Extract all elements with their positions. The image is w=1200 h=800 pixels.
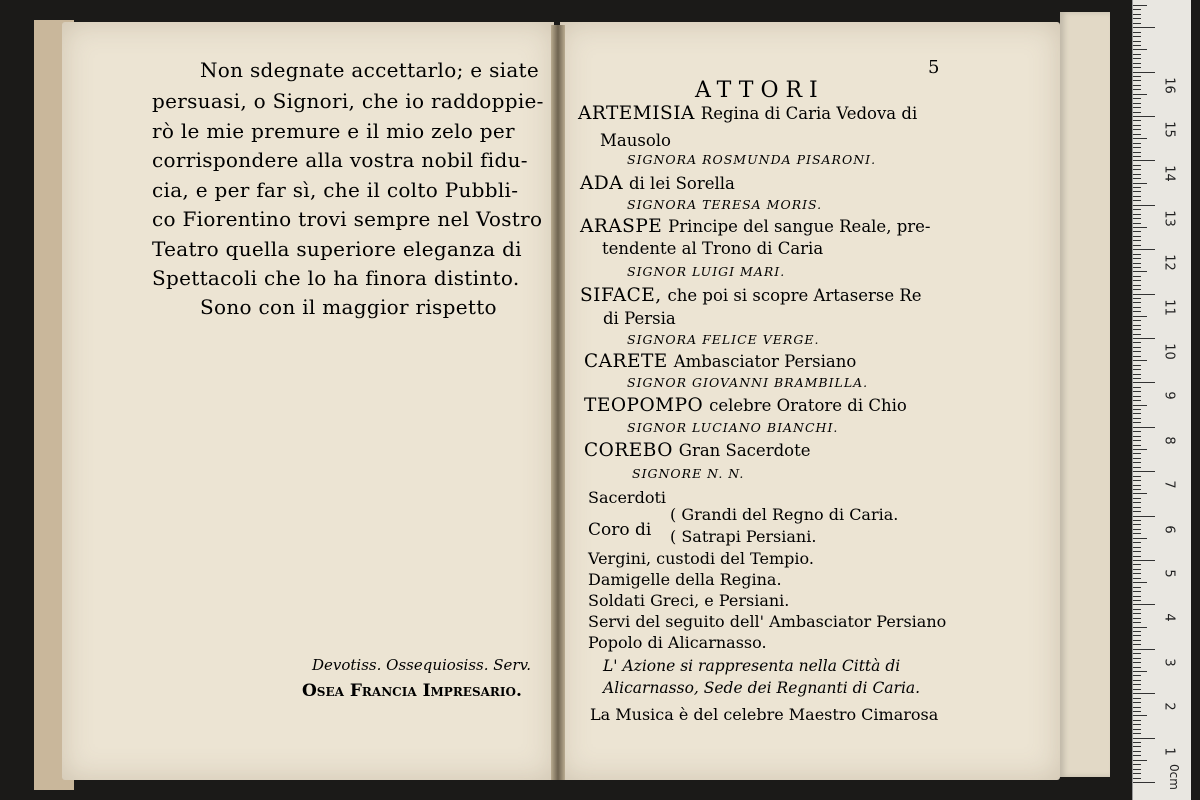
ruler-tick	[1133, 480, 1141, 481]
ruler-tick	[1133, 400, 1141, 401]
ruler-tick	[1133, 533, 1141, 534]
ruler-number: 5	[1161, 569, 1177, 578]
ruler-tick	[1133, 325, 1141, 326]
ruler-tick	[1133, 618, 1141, 619]
left-text-line: Teatro quella superiore eleganza di	[152, 237, 522, 261]
ruler-tick	[1133, 449, 1147, 450]
ruler-tick	[1133, 200, 1141, 201]
character-desc-cont: di Persia	[603, 309, 676, 328]
ruler-tick	[1133, 387, 1141, 388]
ruler-tick	[1133, 596, 1141, 597]
ruler-tick	[1133, 334, 1141, 335]
ruler-number: 15	[1161, 121, 1177, 138]
ruler-tick	[1133, 263, 1141, 264]
character-desc: Ambasciator Persiano	[673, 352, 857, 371]
character-desc-cont: tendente al Trono di Caria	[602, 239, 824, 258]
measuring-ruler	[1132, 0, 1191, 800]
ruler-tick	[1133, 649, 1155, 650]
ruler-tick	[1133, 680, 1141, 681]
other-role: Damigelle della Regina.	[588, 570, 782, 589]
ruler-tick	[1133, 582, 1147, 583]
ruler-tick	[1133, 778, 1141, 779]
ruler-tick	[1133, 431, 1141, 432]
other-role: Vergini, custodi del Tempio.	[588, 549, 814, 568]
ruler-tick	[1133, 556, 1141, 557]
ruler-tick	[1133, 298, 1141, 299]
ruler-tick	[1133, 285, 1141, 286]
character-name: ARASPE	[580, 216, 663, 237]
ruler-tick	[1133, 41, 1141, 42]
ruler-tick	[1133, 27, 1155, 28]
ruler-tick	[1133, 5, 1147, 6]
ruler-tick	[1133, 209, 1141, 210]
ruler-tick	[1133, 356, 1141, 357]
cast-heading: ATTORI	[695, 78, 825, 103]
ruler-tick	[1133, 120, 1141, 121]
ruler-tick	[1133, 125, 1141, 126]
character-desc: di lei Sorella	[628, 174, 735, 193]
ruler-tick	[1133, 342, 1141, 343]
page-number: 5	[928, 57, 940, 78]
musica-line: La Musica è del celebre Maestro Cimarosa	[590, 705, 939, 724]
signature-closing: Devotiss. Ossequiosiss. Serv.	[312, 656, 532, 674]
ruler-tick	[1133, 724, 1141, 725]
singer-name: SIGNOR LUIGI MARI.	[627, 264, 786, 279]
ruler-tick	[1133, 214, 1141, 215]
ruler-tick	[1133, 183, 1147, 184]
other-role: Servi del seguito dell' Ambasciator Persiano	[588, 612, 947, 631]
character-name: COREBO	[584, 440, 673, 461]
ruler-tick	[1133, 205, 1155, 206]
ruler-number: 14	[1161, 165, 1177, 183]
ruler-tick	[1133, 689, 1141, 690]
ruler-tick	[1133, 67, 1141, 68]
ruler-number: 4	[1161, 613, 1177, 623]
signature-name: Osea Francia Impresario.	[302, 681, 522, 701]
ruler-tick	[1133, 715, 1147, 716]
ruler-tick	[1133, 14, 1141, 15]
ruler-number: 10	[1161, 343, 1177, 360]
character-desc: Principe del sangue Reale, pre-	[668, 217, 931, 236]
ruler-tick	[1133, 112, 1141, 113]
ruler-tick	[1133, 409, 1141, 410]
ruler-tick	[1133, 627, 1147, 628]
ruler-tick	[1133, 174, 1141, 175]
ruler-tick	[1133, 542, 1141, 543]
character-name: CARETE	[584, 351, 668, 372]
ruler-tick	[1133, 351, 1141, 352]
ruler-tick	[1133, 338, 1155, 339]
ruler-tick	[1133, 227, 1147, 228]
ruler-tick	[1133, 569, 1141, 570]
ruler-tick	[1133, 600, 1141, 601]
singer-name: SIGNORA ROSMUNDA PISARONI.	[627, 152, 877, 167]
ruler-tick	[1133, 280, 1141, 281]
ruler-tick	[1133, 458, 1141, 459]
ruler-tick	[1133, 240, 1141, 241]
character-desc-cont: Mausolo	[600, 131, 671, 150]
singer-name: SIGNORA TERESA MORIS.	[627, 197, 823, 212]
ruler-tick	[1133, 396, 1141, 397]
ruler-tick	[1133, 462, 1141, 463]
ruler-tick	[1133, 156, 1141, 157]
ruler-tick	[1133, 662, 1141, 663]
ruler-tick	[1133, 63, 1141, 64]
other-role: Soldati Greci, e Persiani.	[588, 591, 790, 610]
azione-line: L' Azione si rappresenta nella Città di	[603, 657, 901, 675]
ruler-tick	[1133, 445, 1141, 446]
ruler-tick	[1133, 524, 1141, 525]
ruler-tick	[1133, 520, 1141, 521]
ruler-tick	[1133, 720, 1141, 721]
ruler-tick	[1133, 223, 1141, 224]
ruler-tick	[1133, 249, 1155, 250]
ruler-tick	[1133, 631, 1141, 632]
left-text-line: co Fiorentino trovi sempre nel Vostro	[152, 207, 543, 231]
ruler-tick	[1133, 564, 1141, 565]
ruler-tick	[1133, 760, 1147, 761]
ruler-tick	[1133, 622, 1141, 623]
page-stack-edge	[1060, 12, 1110, 777]
character-desc: celebre Oratore di Chio	[709, 396, 907, 415]
ruler-tick	[1133, 98, 1141, 99]
singer-name: SIGNOR LUCIANO BIANCHI.	[627, 420, 839, 435]
ruler-tick	[1133, 422, 1141, 423]
ruler-tick	[1133, 36, 1141, 37]
ruler-tick	[1133, 467, 1141, 468]
ruler-tick	[1133, 9, 1141, 10]
ruler-tick	[1133, 271, 1147, 272]
left-text-line: cia, e per far sì, che il colto Pubbli-	[152, 178, 519, 202]
character-entry	[580, 285, 922, 306]
ruler-tick	[1133, 609, 1141, 610]
ruler-tick	[1133, 418, 1141, 419]
character-name: ADA	[580, 173, 624, 194]
character-desc: Gran Sacerdote	[678, 441, 811, 460]
coro-item: ( Grandi del Regno di Caria.	[670, 505, 899, 524]
ruler-number: 9	[1161, 391, 1177, 401]
ruler-tick	[1133, 138, 1147, 139]
ruler-number: 1	[1161, 746, 1177, 756]
ruler-tick	[1133, 529, 1141, 530]
ruler-tick	[1133, 453, 1141, 454]
ruler-tick	[1133, 653, 1141, 654]
ruler-tick	[1133, 103, 1141, 104]
ruler-number: 12	[1161, 254, 1177, 271]
ruler-tick	[1133, 391, 1141, 392]
ruler-tick	[1133, 782, 1155, 783]
singer-name: SIGNORE N. N.	[632, 466, 745, 481]
left-text-line: rò le mie premure e il mio zelo per	[152, 119, 515, 143]
character-entry	[578, 103, 917, 124]
ruler-tick	[1133, 276, 1141, 277]
ruler-number: 3	[1161, 658, 1177, 667]
ruler-tick	[1133, 635, 1141, 636]
ruler-tick	[1133, 152, 1141, 153]
coro-label: Coro di	[588, 520, 652, 540]
character-entry	[580, 173, 735, 194]
ruler-tick	[1133, 360, 1147, 361]
ruler-tick	[1133, 129, 1141, 130]
ruler-tick	[1133, 54, 1141, 55]
ruler-number: 6	[1161, 524, 1177, 534]
ruler-tick	[1133, 258, 1141, 259]
ruler-tick	[1133, 231, 1141, 232]
ruler-tick	[1133, 347, 1141, 348]
left-text-line: Spettacoli che lo ha finora distinto.	[152, 266, 520, 290]
ruler-tick	[1133, 32, 1141, 33]
ruler-tick	[1133, 667, 1141, 668]
ruler-tick	[1133, 613, 1141, 614]
ruler-tick	[1133, 85, 1141, 86]
ruler-tick	[1133, 302, 1141, 303]
other-role: Popolo di Alicarnasso.	[588, 633, 767, 652]
ruler-tick	[1133, 374, 1141, 375]
ruler-tick	[1133, 196, 1141, 197]
ruler-tick	[1133, 23, 1141, 24]
left-text-line: Non sdegnate accettarlo; e siate	[200, 58, 540, 82]
ruler-tick	[1133, 591, 1141, 592]
ruler-tick	[1133, 267, 1141, 268]
book-gutter	[551, 25, 565, 780]
ruler-tick	[1133, 147, 1141, 148]
ruler-tick	[1133, 413, 1141, 414]
ruler-tick	[1133, 218, 1141, 219]
ruler-tick	[1133, 107, 1141, 108]
ruler-tick	[1133, 547, 1141, 548]
ruler-tick	[1133, 476, 1141, 477]
ruler-tick	[1133, 369, 1141, 370]
ruler-tick	[1133, 707, 1141, 708]
ruler-number: 2	[1161, 702, 1177, 711]
coro-item: ( Satrapi Persiani.	[670, 527, 817, 546]
ruler-tick	[1133, 604, 1155, 605]
ruler-number: 11	[1161, 298, 1177, 316]
ruler-tick	[1133, 573, 1141, 574]
character-name: SIFACE,	[580, 285, 662, 306]
ruler-tick	[1133, 178, 1141, 179]
ruler-tick	[1133, 498, 1141, 499]
sacerdoti-line: Sacerdoti	[588, 488, 666, 507]
ruler-tick	[1133, 316, 1147, 317]
ruler-tick	[1133, 644, 1141, 645]
ruler-tick	[1133, 640, 1141, 641]
ruler-number: 16	[1161, 76, 1177, 94]
ruler-tick	[1133, 329, 1141, 330]
ruler-tick	[1133, 684, 1141, 685]
ruler-tick	[1133, 307, 1141, 308]
ruler-tick	[1133, 693, 1155, 694]
ruler-tick	[1133, 440, 1141, 441]
ruler-tick	[1133, 738, 1155, 739]
ruler-tick	[1133, 729, 1141, 730]
ruler-unit-label: 0cm	[1166, 764, 1181, 790]
ruler-tick	[1133, 169, 1141, 170]
ruler-tick	[1133, 427, 1155, 428]
ruler-tick	[1133, 733, 1141, 734]
ruler-tick	[1133, 746, 1141, 747]
singer-name: SIGNOR GIOVANNI BRAMBILLA.	[627, 375, 869, 390]
ruler-tick	[1133, 493, 1147, 494]
ruler-tick	[1133, 160, 1155, 161]
azione-line: Alicarnasso, Sede dei Regnanti di Caria.	[603, 679, 921, 697]
character-name: TEOPOMPO	[584, 395, 704, 416]
ruler-tick	[1133, 18, 1141, 19]
ruler-tick	[1133, 671, 1147, 672]
ruler-tick	[1133, 89, 1141, 90]
ruler-tick	[1133, 134, 1141, 135]
ruler-tick	[1133, 143, 1141, 144]
character-entry	[584, 395, 907, 416]
ruler-tick	[1133, 511, 1141, 512]
left-text-line: Sono con il maggior rispetto	[200, 295, 497, 319]
ruler-tick	[1133, 76, 1141, 77]
left-text-line: corrispondere alla vostra nobil fidu-	[152, 148, 528, 172]
ruler-tick	[1133, 72, 1155, 73]
character-desc: che poi si scopre Artaserse Re	[667, 286, 922, 305]
ruler-tick	[1133, 551, 1141, 552]
ruler-tick	[1133, 187, 1141, 188]
ruler-tick	[1133, 560, 1155, 561]
ruler-tick	[1133, 751, 1141, 752]
character-entry	[584, 440, 810, 461]
ruler-tick	[1133, 502, 1141, 503]
left-text-line: persuasi, o Signori, che io raddoppie-	[152, 89, 544, 113]
ruler-tick	[1133, 378, 1141, 379]
ruler-tick	[1133, 116, 1155, 117]
ruler-tick	[1133, 94, 1147, 95]
ruler-tick	[1133, 698, 1141, 699]
ruler-tick	[1133, 49, 1147, 50]
ruler-tick	[1133, 658, 1141, 659]
ruler-tick	[1133, 311, 1141, 312]
character-entry	[580, 216, 930, 237]
ruler-tick	[1133, 45, 1141, 46]
ruler-tick	[1133, 245, 1141, 246]
ruler-tick	[1133, 405, 1147, 406]
ruler-number: 7	[1161, 480, 1177, 489]
ruler-tick	[1133, 587, 1141, 588]
ruler-tick	[1133, 58, 1141, 59]
ruler-tick	[1133, 485, 1141, 486]
singer-name: SIGNORA FELICE VERGE.	[627, 332, 820, 347]
ruler-tick	[1133, 516, 1155, 517]
ruler-tick	[1133, 578, 1141, 579]
ruler-tick	[1133, 320, 1141, 321]
ruler-tick	[1133, 236, 1141, 237]
ruler-tick	[1133, 80, 1141, 81]
ruler-number: 13	[1161, 210, 1177, 227]
ruler-tick	[1133, 702, 1141, 703]
ruler-tick	[1133, 471, 1155, 472]
ruler-tick	[1133, 764, 1141, 765]
character-name: ARTEMISIA	[578, 103, 695, 124]
ruler-tick	[1133, 489, 1141, 490]
ruler-tick	[1133, 365, 1141, 366]
ruler-tick	[1133, 711, 1141, 712]
ruler-tick	[1133, 436, 1141, 437]
ruler-tick	[1133, 507, 1141, 508]
ruler-tick	[1133, 675, 1141, 676]
ruler-tick	[1133, 742, 1141, 743]
ruler-tick	[1133, 165, 1141, 166]
ruler-tick	[1133, 769, 1141, 770]
ruler-tick	[1133, 294, 1155, 295]
ruler-number: 8	[1161, 436, 1177, 445]
ruler-tick	[1133, 191, 1141, 192]
character-desc: Regina di Caria Vedova di	[700, 104, 918, 123]
ruler-tick	[1133, 755, 1141, 756]
ruler-tick	[1133, 538, 1147, 539]
ruler-tick	[1133, 773, 1141, 774]
ruler-tick	[1133, 254, 1141, 255]
ruler-tick	[1133, 289, 1141, 290]
character-entry	[584, 351, 856, 372]
ruler-tick	[1133, 382, 1155, 383]
